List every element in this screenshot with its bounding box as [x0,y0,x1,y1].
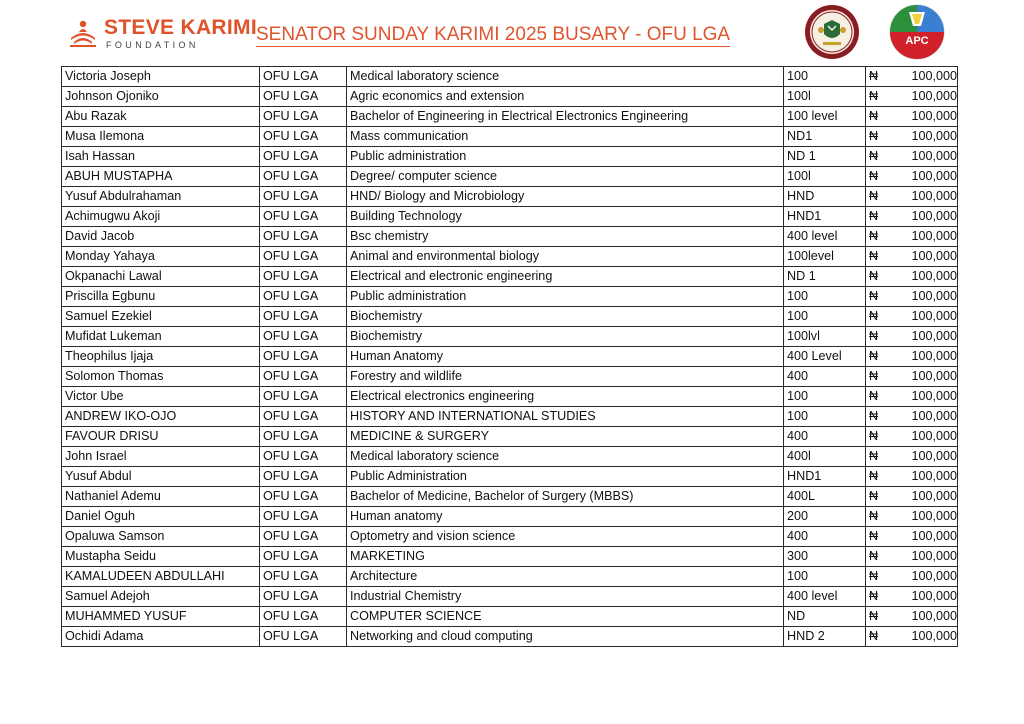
table-row [62,587,958,607]
amount-cell: 100,000 [892,67,958,87]
currency-symbol: ₦ [866,447,892,467]
table-row [62,107,958,127]
amount-cell: 100,000 [892,367,958,387]
table-row [62,427,958,447]
beneficiary-name: Mustapha Seidu [62,547,260,567]
table-row [62,567,958,587]
currency-symbol: ₦ [866,547,892,567]
course-cell: Forestry and wildlife [347,367,784,387]
lga-cell: OFU LGA [260,447,347,467]
document-title: SENATOR SUNDAY KARIMI 2025 BUSARY - OFU LGA [256,24,731,45]
foundation-subtitle: FOUNDATION [106,40,199,50]
lga-cell: OFU LGA [260,347,347,367]
level-cell: 400 Level [784,347,866,367]
course-cell: Networking and cloud computing [347,627,784,647]
amount-cell: 100,000 [892,187,958,207]
foundation-emblem-icon [66,18,100,48]
level-cell: HND1 [784,207,866,227]
amount-cell: 100,000 [892,287,958,307]
currency-symbol: ₦ [866,207,892,227]
beneficiary-name: Theophilus Ijaja [62,347,260,367]
level-cell: 400L [784,487,866,507]
amount-cell: 100,000 [892,327,958,347]
beneficiary-name: Nathaniel Ademu [62,487,260,507]
beneficiary-name: Opaluwa Samson [62,527,260,547]
currency-symbol: ₦ [866,187,892,207]
level-cell: 100 [784,567,866,587]
course-cell: Bachelor of Engineering in Electrical Electronics Engineering [347,107,784,127]
lga-cell: OFU LGA [260,627,347,647]
table-row [62,367,958,387]
beneficiary-name: Victoria Joseph [62,67,260,87]
lga-cell: OFU LGA [260,227,347,247]
course-cell: Human Anatomy [347,347,784,367]
course-cell: Biochemistry [347,327,784,347]
course-cell: Medical laboratory science [347,447,784,467]
course-cell: Agric economics and extension [347,87,784,107]
level-cell: 100l [784,167,866,187]
lga-cell: OFU LGA [260,327,347,347]
lga-cell: OFU LGA [260,67,347,87]
course-cell: Electrical and electronic engineering [347,267,784,287]
amount-cell: 100,000 [892,267,958,287]
currency-symbol: ₦ [866,327,892,347]
amount-cell: 100,000 [892,227,958,247]
currency-symbol: ₦ [866,267,892,287]
beneficiary-name: MUHAMMED YUSUF [62,607,260,627]
beneficiary-name: Okpanachi Lawal [62,267,260,287]
table-row [62,187,958,207]
level-cell: ND 1 [784,267,866,287]
beneficiary-name: David Jacob [62,227,260,247]
beneficiary-name: Musa Ilemona [62,127,260,147]
course-cell: Building Technology [347,207,784,227]
course-cell: MARKETING [347,547,784,567]
amount-cell: 100,000 [892,567,958,587]
table-row [62,467,958,487]
table-row [62,67,958,87]
amount-cell: 100,000 [892,527,958,547]
level-cell: 100 [784,387,866,407]
beneficiary-name: John Israel [62,447,260,467]
table-row [62,347,958,367]
currency-symbol: ₦ [866,87,892,107]
bursary-table-body [62,67,958,647]
beneficiary-name: Ochidi Adama [62,627,260,647]
course-cell: MEDICINE & SURGERY [347,427,784,447]
beneficiary-name: Achimugwu Akoji [62,207,260,227]
beneficiary-name: ABUH MUSTAPHA [62,167,260,187]
table-row [62,267,958,287]
currency-symbol: ₦ [866,407,892,427]
level-cell: 400 level [784,587,866,607]
lga-cell: OFU LGA [260,247,347,267]
currency-symbol: ₦ [866,627,892,647]
beneficiary-name: Victor Ube [62,387,260,407]
level-cell: 400 [784,427,866,447]
currency-symbol: ₦ [866,247,892,267]
amount-cell: 100,000 [892,387,958,407]
level-cell: 100lvl [784,327,866,347]
course-cell: HISTORY AND INTERNATIONAL STUDIES [347,407,784,427]
course-cell: Animal and environmental biology [347,247,784,267]
amount-cell: 100,000 [892,467,958,487]
course-cell: Mass communication [347,127,784,147]
lga-cell: OFU LGA [260,527,347,547]
party-logo [888,4,946,60]
level-cell: 400 [784,527,866,547]
bursary-table [61,66,958,647]
table-row [62,447,958,467]
level-cell: 400 level [784,227,866,247]
lga-cell: OFU LGA [260,407,347,427]
currency-symbol: ₦ [866,527,892,547]
beneficiary-name: Solomon Thomas [62,367,260,387]
course-cell: Public Administration [347,467,784,487]
course-cell: Public administration [347,147,784,167]
level-cell: 400l [784,447,866,467]
amount-cell: 100,000 [892,427,958,447]
amount-cell: 100,000 [892,507,958,527]
currency-symbol: ₦ [866,347,892,367]
amount-cell: 100,000 [892,107,958,127]
course-cell: Human anatomy [347,507,784,527]
level-cell: 200 [784,507,866,527]
currency-symbol: ₦ [866,507,892,527]
amount-cell: 100,000 [892,87,958,107]
table-row [62,627,958,647]
currency-symbol: ₦ [866,427,892,447]
lga-cell: OFU LGA [260,87,347,107]
beneficiary-name: ANDREW IKO-OJO [62,407,260,427]
level-cell: 100 [784,67,866,87]
beneficiary-name: Priscilla Egbunu [62,287,260,307]
course-cell: Architecture [347,567,784,587]
table-row [62,527,958,547]
beneficiary-name: Yusuf Abdulrahaman [62,187,260,207]
currency-symbol: ₦ [866,567,892,587]
amount-cell: 100,000 [892,207,958,227]
table-row [62,127,958,147]
amount-cell: 100,000 [892,447,958,467]
course-cell: HND/ Biology and Microbiology [347,187,784,207]
table-row [62,307,958,327]
table-row [62,327,958,347]
currency-symbol: ₦ [866,587,892,607]
course-cell: Medical laboratory science [347,67,784,87]
level-cell: 100 [784,307,866,327]
currency-symbol: ₦ [866,487,892,507]
currency-symbol: ₦ [866,307,892,327]
amount-cell: 100,000 [892,247,958,267]
course-cell: Optometry and vision science [347,527,784,547]
currency-symbol: ₦ [866,227,892,247]
table-row [62,287,958,307]
amount-cell: 100,000 [892,167,958,187]
course-cell: Biochemistry [347,307,784,327]
table-row [62,547,958,567]
currency-symbol: ₦ [866,67,892,87]
party-logo-icon [888,4,946,60]
beneficiary-name: Samuel Ezekiel [62,307,260,327]
level-cell: HND1 [784,467,866,487]
beneficiary-name: Abu Razak [62,107,260,127]
amount-cell: 100,000 [892,487,958,507]
currency-symbol: ₦ [866,607,892,627]
party-label: APC [905,35,929,47]
beneficiary-name: Samuel Adejoh [62,587,260,607]
beneficiary-name: Daniel Oguh [62,507,260,527]
lga-cell: OFU LGA [260,467,347,487]
beneficiary-name: FAVOUR DRISU [62,427,260,447]
lga-cell: OFU LGA [260,127,347,147]
table-row [62,507,958,527]
beneficiary-name: KAMALUDEEN ABDULLAHI [62,567,260,587]
amount-cell: 100,000 [892,607,958,627]
level-cell: ND [784,607,866,627]
lga-cell: OFU LGA [260,307,347,327]
currency-symbol: ₦ [866,467,892,487]
table-row [62,407,958,427]
currency-symbol: ₦ [866,147,892,167]
amount-cell: 100,000 [892,147,958,167]
lga-cell: OFU LGA [260,547,347,567]
lga-cell: OFU LGA [260,287,347,307]
currency-symbol: ₦ [866,387,892,407]
table-row [62,87,958,107]
lga-cell: OFU LGA [260,147,347,167]
table-row [62,167,958,187]
lga-cell: OFU LGA [260,187,347,207]
table-row [62,227,958,247]
lga-cell: OFU LGA [260,387,347,407]
beneficiary-name: Mufidat Lukeman [62,327,260,347]
level-cell: 100 [784,407,866,427]
level-cell: 400 [784,367,866,387]
table-row [62,387,958,407]
level-cell: 100 [784,287,866,307]
table-row [62,247,958,267]
beneficiary-name: Isah Hassan [62,147,260,167]
amount-cell: 100,000 [892,347,958,367]
level-cell: HND 2 [784,627,866,647]
lga-cell: OFU LGA [260,367,347,387]
amount-cell: 100,000 [892,407,958,427]
course-cell: Electrical electronics engineering [347,387,784,407]
lga-cell: OFU LGA [260,427,347,447]
lga-cell: OFU LGA [260,167,347,187]
level-cell: ND 1 [784,147,866,167]
course-cell: Bachelor of Medicine, Bachelor of Surgery (MBBS) [347,487,784,507]
beneficiary-name: Monday Yahaya [62,247,260,267]
amount-cell: 100,000 [892,307,958,327]
foundation-name: STEVE KARIMI [104,16,257,39]
table-row [62,147,958,167]
foundation-logo [66,16,257,54]
level-cell: 300 [784,547,866,567]
amount-cell: 100,000 [892,127,958,147]
course-cell: COMPUTER SCIENCE [347,607,784,627]
currency-symbol: ₦ [866,287,892,307]
lga-cell: OFU LGA [260,567,347,587]
level-cell: ND1 [784,127,866,147]
amount-cell: 100,000 [892,587,958,607]
lga-cell: OFU LGA [260,507,347,527]
senate-seal-icon [804,4,860,60]
course-cell: Public administration [347,287,784,307]
table-row [62,207,958,227]
beneficiary-name: Yusuf Abdul [62,467,260,487]
page-header [0,0,1024,64]
lga-cell: OFU LGA [260,487,347,507]
table-row [62,487,958,507]
amount-cell: 100,000 [892,627,958,647]
lga-cell: OFU LGA [260,107,347,127]
course-cell: Industrial Chemistry [347,587,784,607]
amount-cell: 100,000 [892,547,958,567]
lga-cell: OFU LGA [260,587,347,607]
level-cell: 100l [784,87,866,107]
level-cell: 100level [784,247,866,267]
table-row [62,607,958,627]
level-cell: HND [784,187,866,207]
currency-symbol: ₦ [866,367,892,387]
course-cell: Degree/ computer science [347,167,784,187]
course-cell: Bsc chemistry [347,227,784,247]
currency-symbol: ₦ [866,127,892,147]
lga-cell: OFU LGA [260,207,347,227]
currency-symbol: ₦ [866,167,892,187]
lga-cell: OFU LGA [260,267,347,287]
lga-cell: OFU LGA [260,607,347,627]
currency-symbol: ₦ [866,107,892,127]
level-cell: 100 level [784,107,866,127]
beneficiary-name: Johnson Ojoniko [62,87,260,107]
